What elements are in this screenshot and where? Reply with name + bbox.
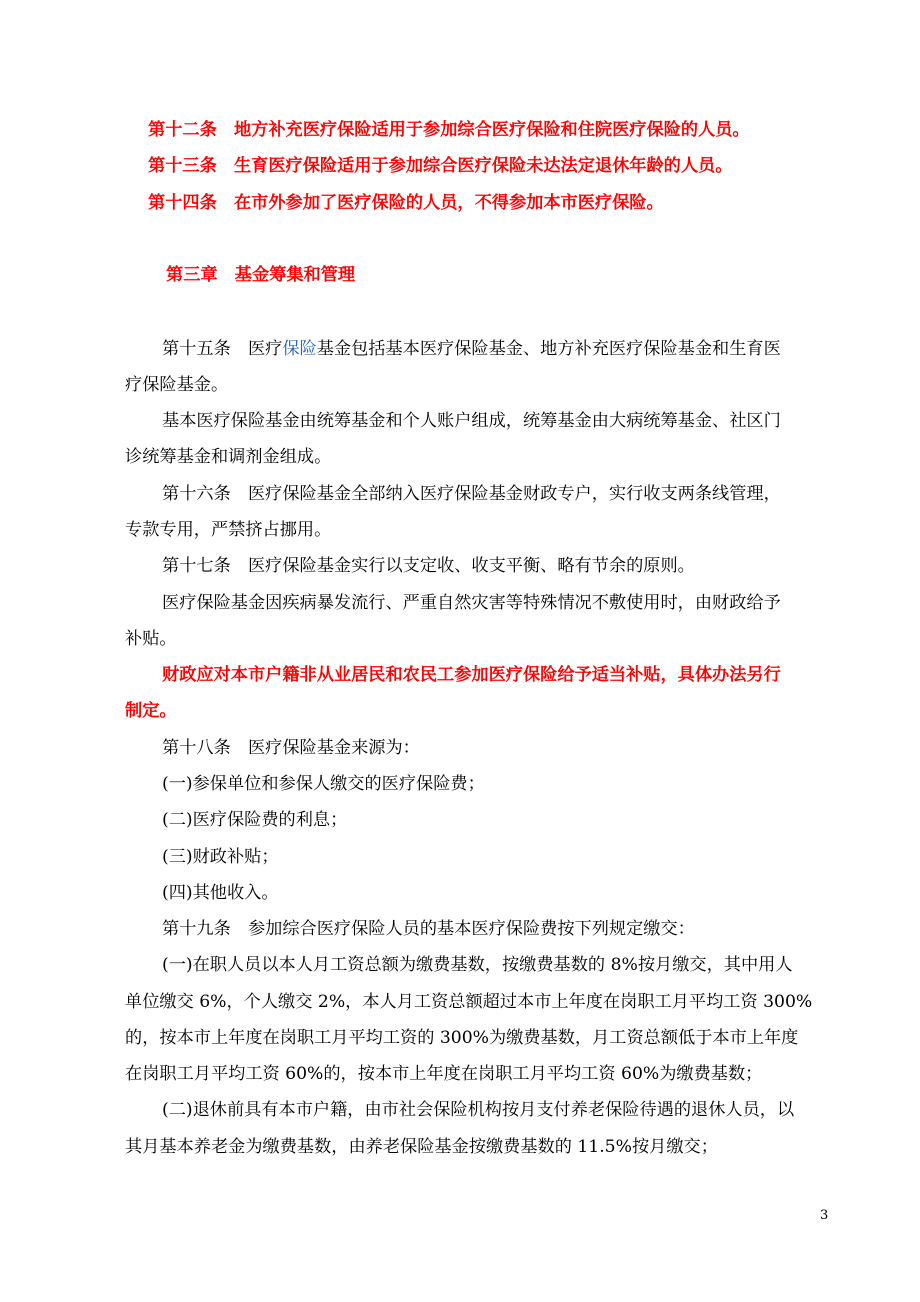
basic-fund-line1: 基本医疗保险基金由统筹基金和个人账户组成，统筹基金由大病统筹基金、社区门	[162, 411, 781, 431]
subsidy-line1: 医疗保险基金因疾病暴发流行、严重自然灾害等特殊情况不敷使用时，由财政给予	[162, 593, 781, 613]
article-15-prefix: 第十五条 医疗	[162, 339, 283, 359]
article-19: 第十九条 参加综合医疗保险人员的基本医疗保险费按下列规定缴交：	[162, 919, 695, 939]
article-15-line1	[162, 337, 781, 361]
article-19-item1-line4: 在岗职工月平均工资 60%的，按本市上年度在岗职工月平均工资 60%为缴费基数；	[125, 1064, 763, 1084]
article-18-item-2: (二)医疗保险费的利息；	[162, 810, 348, 830]
article-19-item1-line2: 单位缴交 6%，个人缴交 2%，本人月工资总额超过本市上年度在岗职工月平均工资 300%	[125, 992, 813, 1012]
article-15-line2: 疗保险基金。	[125, 375, 229, 395]
article-16-line2: 专款专用，严禁挤占挪用。	[125, 520, 332, 540]
article-18-item-4: (四)其他收入。	[162, 883, 279, 903]
article-15-suffix: 基金包括基本医疗保险基金、地方补充医疗保险基金和生育医	[316, 339, 781, 359]
subsidy-line2: 补贴。	[125, 629, 177, 649]
article-18-item-3: (三)财政补贴；	[162, 847, 279, 867]
red-subsidy-line2: 制定。	[125, 701, 177, 721]
article-17: 第十七条 医疗保险基金实行以支定收、收支平衡、略有节余的原则。	[162, 556, 695, 576]
page-number: 3	[820, 1208, 829, 1223]
article-19-item2-line1: (二)退休前具有本市户籍，由市社会保险机构按月支付养老保险待遇的退休人员，以	[162, 1100, 795, 1120]
article-12: 第十二条 地方补充医疗保险适用于参加综合医疗保险和住院医疗保险的人员。	[148, 120, 750, 140]
basic-fund-line2: 诊统筹基金和调剂金组成。	[125, 447, 332, 467]
article-14: 第十四条 在市外参加了医疗保险的人员，不得参加本市医疗保险。	[148, 193, 664, 213]
article-19-item1-line3: 的，按本市上年度在岗职工月平均工资的 300%为缴费基数，月工资总额低于本市上年度	[125, 1028, 799, 1048]
article-19-item2-line2: 其月基本养老金为缴费基数，由养老保险基金按缴费基数的 11.5%按月缴交；	[125, 1137, 718, 1157]
red-subsidy-line1: 财政应对本市户籍非从业居民和农民工参加医疗保险给予适当补贴，具体办法另行	[162, 665, 781, 685]
article-18: 第十八条 医疗保险基金来源为：	[162, 738, 420, 758]
article-13: 第十三条 生育医疗保险适用于参加综合医疗保险未达法定退休年龄的人员。	[148, 156, 733, 176]
article-18-item-1: (一)参保单位和参保人缴交的医疗保险费；	[162, 774, 485, 794]
insurance-link[interactable]: 保险	[282, 339, 317, 359]
article-16-line1: 第十六条 医疗保险基金全部纳入医疗保险基金财政专户，实行收支两条线管理，	[162, 484, 781, 504]
article-19-item1-line1: (一)在职人员以本人月工资总额为缴费基数，按缴费基数的 8%按月缴交，其中用人	[162, 955, 793, 975]
chapter-title: 第三章 基金筹集和管理	[166, 265, 356, 285]
